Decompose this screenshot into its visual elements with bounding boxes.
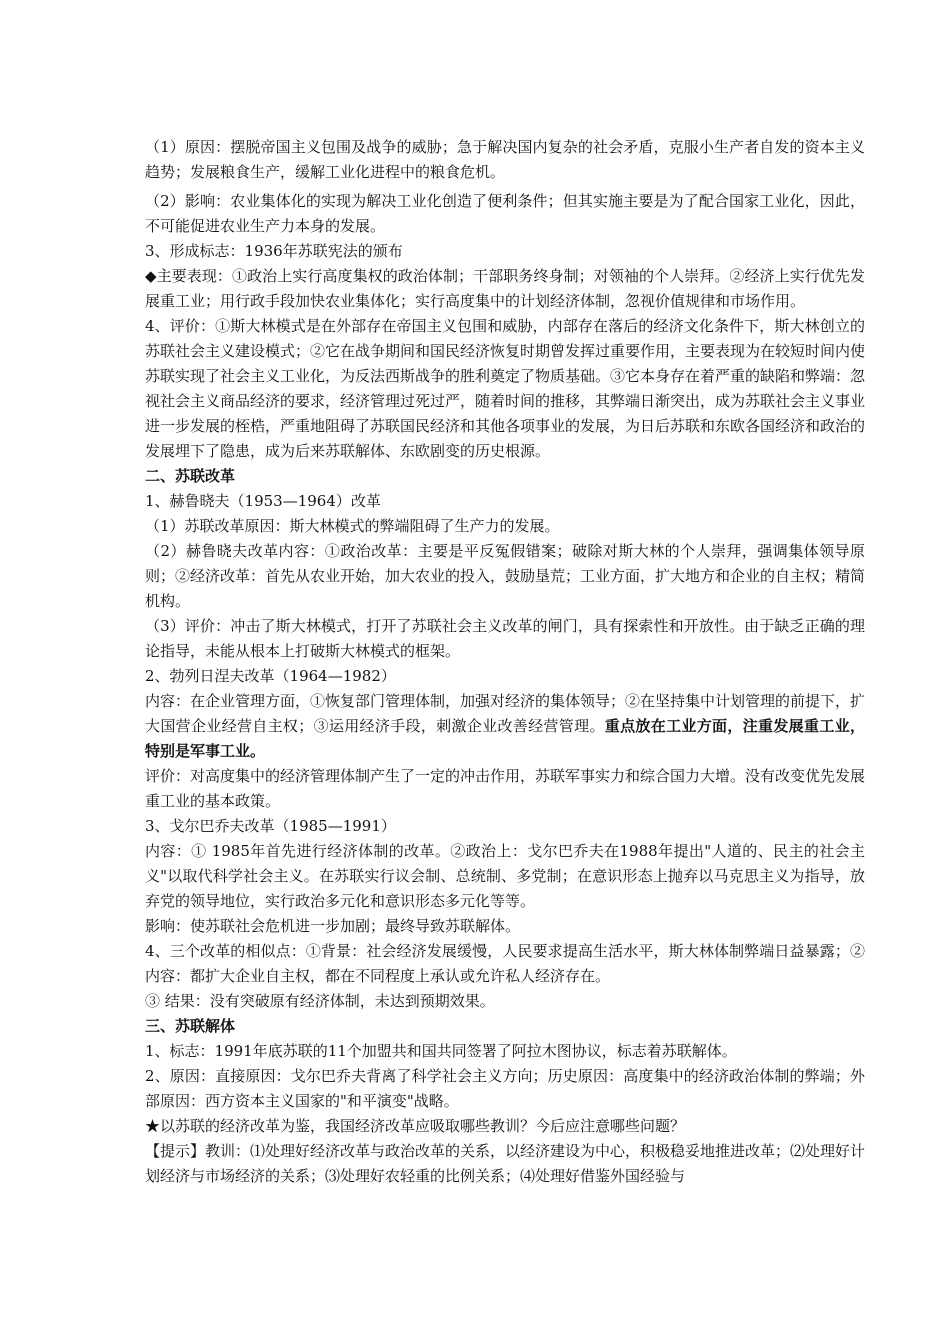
paragraph-reform-results: ③ 结果：没有突破原有经济体制，未达到预期效果。 [145,992,495,1010]
paragraph-khrushchev-title: 1、赫鲁晓夫（1953—1964）改革 [145,492,381,510]
paragraph-brezhnev-title: 2、勃列日涅夫改革（1964—1982） [145,667,396,685]
section-heading-soviet-reform: 二、苏联改革 [145,467,236,485]
paragraph-brezhnev-content [145,689,865,764]
brezhnev-content-emphasis: 重点放在工业方面，注重发展重工业，特别是军事工业。 [145,717,865,760]
paragraph-evaluation: 4、评价：①斯大林模式是在外部存在帝国主义包围和威胁，内部存在落后的经济文化条件下，斯大林创立的苏联社会主义建设模式；②它在战争期间和国民经济恢复时期曾发挥过重要作用，主要表现为在较短时间内使苏联实现了社会主义工业化，为反法西斯战争的胜利奠定了物质基础。③它本身存在着严重的缺陷和弊端：忽视社会主义商品经济的要求，经济管理过死过严，随着时间的推移，其弊端日渐突出，成为苏联社会主义事业进一步发展的桎梏，严重地阻碍了苏联国民经济和其他各项事业的发展，为日后苏联和东欧各国经济和政治的发展埋下了隐患，成为后来苏联解体、东欧剧变的历史根源。 [145,317,866,460]
paragraph-brezhnev-evaluation: 评价：对高度集中的经济管理体制产生了一定的冲击作用，苏联军事实力和综合国力大增。没有改变优先发展重工业的基本政策。 [145,767,866,810]
paragraph-gorbachev-content: 内容：① 1985年首先进行经济体制的改革。②政治上：戈尔巴乔夫在1988年提出"人道的、民主的社会主义"以取代科学社会主义。在苏联实行议会制、总统制、多党制；在意识形态上抛弃以马克思主义为指导，放弃党的领导地位，实行政治多元化和意识形态多元化等等。 [145,842,865,910]
paragraph-question: ★以苏联的经济改革为鉴，我国经济改革应吸取哪些教训？今后应注意哪些问题？ [145,1117,686,1135]
paragraph-collectivization-cause: （1）原因：摆脱帝国主义包围及战争的威胁；急于解决国内复杂的社会矛盾，克服小生产者自发的资本主义趋势；发展粮食生产，缓解工业化进程中的粮食危机。 [145,138,865,181]
paragraph-hint: 【提示】教训：⑴处理好经济改革与政治改革的关系，以经济建设为中心，积极稳妥地推进改革；⑵处理好计划经济与市场经济的关系；⑶处理好农轻重的比例关系；⑷处理好借鉴外国经验与 [145,1142,866,1185]
paragraph-formation-mark: 3、形成标志：1936年苏联宪法的颁布 [145,242,403,260]
paragraph-khrushchev-cause: （1）苏联改革原因：斯大林模式的弊端阻碍了生产力的发展。 [145,517,560,535]
brezhnev-content-text: 内容：在企业管理方面，①恢复部门管理体制，加强对经济的集体领导；②在坚持集中计划管理的前提下，扩大国营企业经营自主权；③运用经济手段，刺激企业改善经营管理。 [145,692,866,735]
document-body [145,131,865,1189]
section-heading-soviet-dissolution: 三、苏联解体 [145,1017,236,1035]
paragraph-gorbachev-title: 3、戈尔巴乔夫改革（1985—1991） [145,817,396,835]
paragraph-gorbachev-impact: 影响：使苏联社会危机进一步加剧；最终导致苏联解体。 [145,917,521,935]
paragraph-reform-similarities: 4、三个改革的相似点：①背景：社会经济发展缓慢，人民要求提高生活水平，斯大林体制弊端日益暴露；②内容：都扩大企业自主权，都在不同程度上承认或允许私人经济存在。 [145,942,865,985]
paragraph-dissolution-mark: 1、标志：1991年底苏联的11个加盟共和国共同签署了阿拉木图协议，标志着苏联解体。 [145,1042,737,1060]
paragraph-collectivization-impact: （2）影响：农业集体化的实现为解决工业化创造了便利条件；但其实施主要是为了配合国家工业化，因此，不可能促进农业生产力本身的发展。 [145,192,865,235]
paragraph-khrushchev-content: （2）赫鲁晓夫改革内容：①政治改革：主要是平反冤假错案；破除对斯大林的个人崇拜，强调集体领导原则；②经济改革：首先从农业开始，加大农业的投入，鼓励垦荒；工业方面，扩大地方和企业的自主权；精简机构。 [145,542,866,610]
paragraph-khrushchev-evaluation: （3）评价：冲击了斯大林模式，打开了苏联社会主义改革的闸门，具有探索性和开放性。由于缺乏正确的理论指导，未能从根本上打破斯大林模式的框架。 [145,617,865,660]
paragraph-main-features: ◆主要表现：①政治上实行高度集权的政治体制；干部职务终身制；对领袖的个人崇拜。②经济上实行优先发展重工业；用行政手段加快农业集体化；实行高度集中的计划经济体制，忽视价值规律和市场作用。 [145,267,865,310]
paragraph-dissolution-causes: 2、原因：直接原因：戈尔巴乔夫背离了科学社会主义方向；历史原因：高度集中的经济政治体制的弊端；外部原因：西方资本主义国家的"和平演变"战略。 [145,1067,865,1110]
